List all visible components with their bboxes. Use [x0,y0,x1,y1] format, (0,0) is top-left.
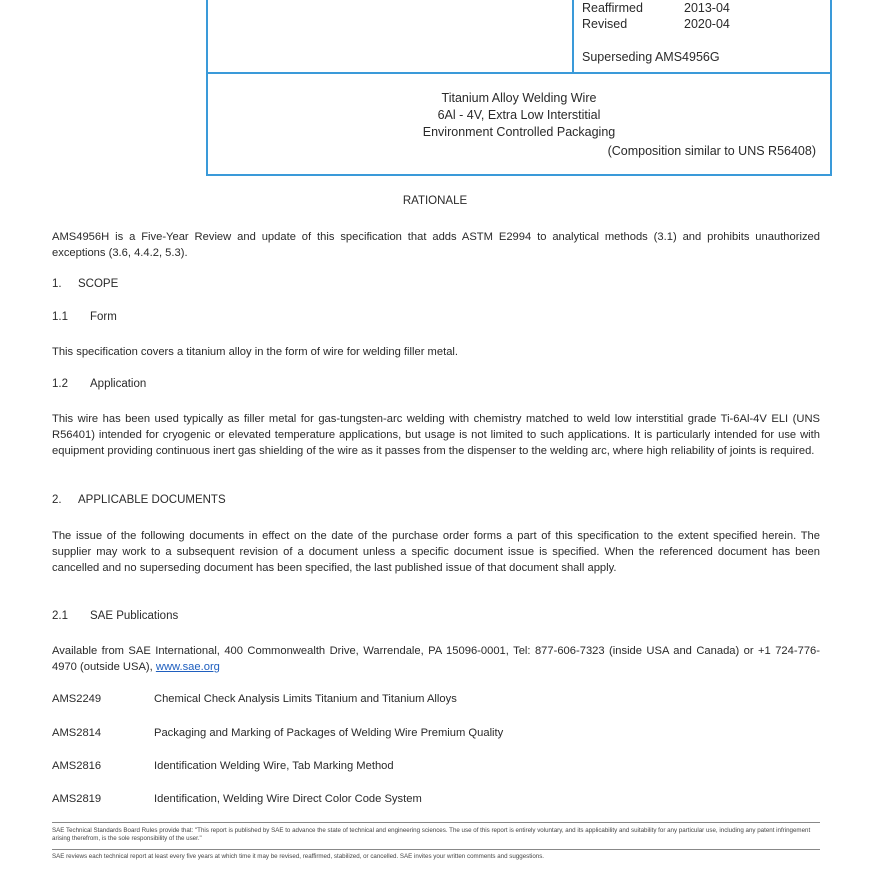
footer-disclaimer: SAE Technical Standards Board Rules provide that: "This report is published by SAE to advance the state of technical and engineering sciences. The use of this report is entirely voluntary, and its applicability and suitability for any particular use, including any patent infringement arising therefrom, is the sole responsibility of the user." [52,827,811,842]
section-1-2-text: This wire has been used typically as filler metal for gas-tungsten-arc welding with chemistry matched to weld low interstitial grade Ti-6Al-4V ELI (UNS R56401) intended for cryogenic or elevated temperature applications, but usage is not limited to such applications. It is particularly intended for use with equipment providing continuous inert gas shielding of the wire as it passes from the dispenser to the welding arc, where high reliability of joints is required. [52,413,820,457]
reference-code: AMS2819 [52,793,102,805]
reference-title: Identification Welding Wire, Tab Marking Method [154,760,394,772]
section-2-1-text [52,643,820,675]
section-number: 1.2 [52,378,68,390]
section-title: Form [90,311,117,323]
section-2-heading [52,494,226,506]
reference-code: AMS2814 [52,727,102,739]
section-1-2-heading [52,378,146,390]
rationale-heading: RATIONALE [402,195,468,207]
section-number: 2.1 [52,610,68,622]
reference-code: AMS2816 [52,760,102,772]
section-2-1-body: Available from SAE International, 400 Commonwealth Drive, Warrendale, PA 15096-0001, Tel: 877-606-7323 (inside USA and Canada) or +1 724-776-4970 (outside USA), [52,645,820,673]
section-title: SCOPE [78,278,119,290]
title-box [206,72,832,176]
header-left-box [206,0,574,74]
revised-label: Revised [582,17,628,31]
title-line-2: 6Al - 4V, Extra Low Interstitial [437,108,601,122]
footer-review-note: SAE reviews each technical report at least every five years at which time it may be revised, reaffirmed, stabilized, or cancelled. SAE invites your written comments and suggestions. [52,853,545,860]
section-2-text: The issue of the following documents in effect on the date of the purchase order forms a part of this specification to the extent specified herein. The supplier may work to a subsequent revision of a document unless a specific document issue is specified. When the referenced document has been cancelled and no superseding document has been specified, the last published issue of that document shall apply. [52,530,820,574]
section-2-1-heading [52,610,178,622]
reaffirmed-label: Reaffirmed [582,1,643,15]
revised-date: 2020-04 [684,17,730,31]
section-number: 2. [52,494,62,506]
rationale-text: AMS4956H is a Five-Year Review and update of this specification that adds ASTM E2994 to analytical methods (3.1) and prohibits unauthorized exceptions (3.6, 4.4.2, 5.3). [52,231,820,259]
reference-title: Identification, Welding Wire Direct Color Code System [154,793,422,805]
superseding-note: Superseding AMS4956G [582,50,720,64]
section-number: 1.1 [52,311,68,323]
section-title: Application [90,378,147,390]
title-line-4: (Composition similar to UNS R56408) [607,144,816,158]
title-line-3: Environment Controlled Packaging [422,125,616,139]
section-number: 1. [52,278,62,290]
section-title: APPLICABLE DOCUMENTS [78,494,226,506]
reference-title: Packaging and Marking of Packages of Welding Wire Premium Quality [154,727,504,739]
sae-website-link[interactable]: www.sae.org [155,661,220,673]
reference-title: Chemical Check Analysis Limits Titanium and Titanium Alloys [154,693,457,705]
section-title: SAE Publications [90,610,179,622]
reaffirmed-date: 2013-04 [684,1,730,15]
footer-divider [52,822,820,823]
section-1-heading [52,278,118,290]
reference-code: AMS2249 [52,693,102,705]
footer-divider [52,849,820,850]
section-1-1-heading [52,311,117,323]
section-1-1-text: This specification covers a titanium alloy in the form of wire for welding filler metal. [52,346,459,358]
title-line-1: Titanium Alloy Welding Wire [441,91,597,105]
